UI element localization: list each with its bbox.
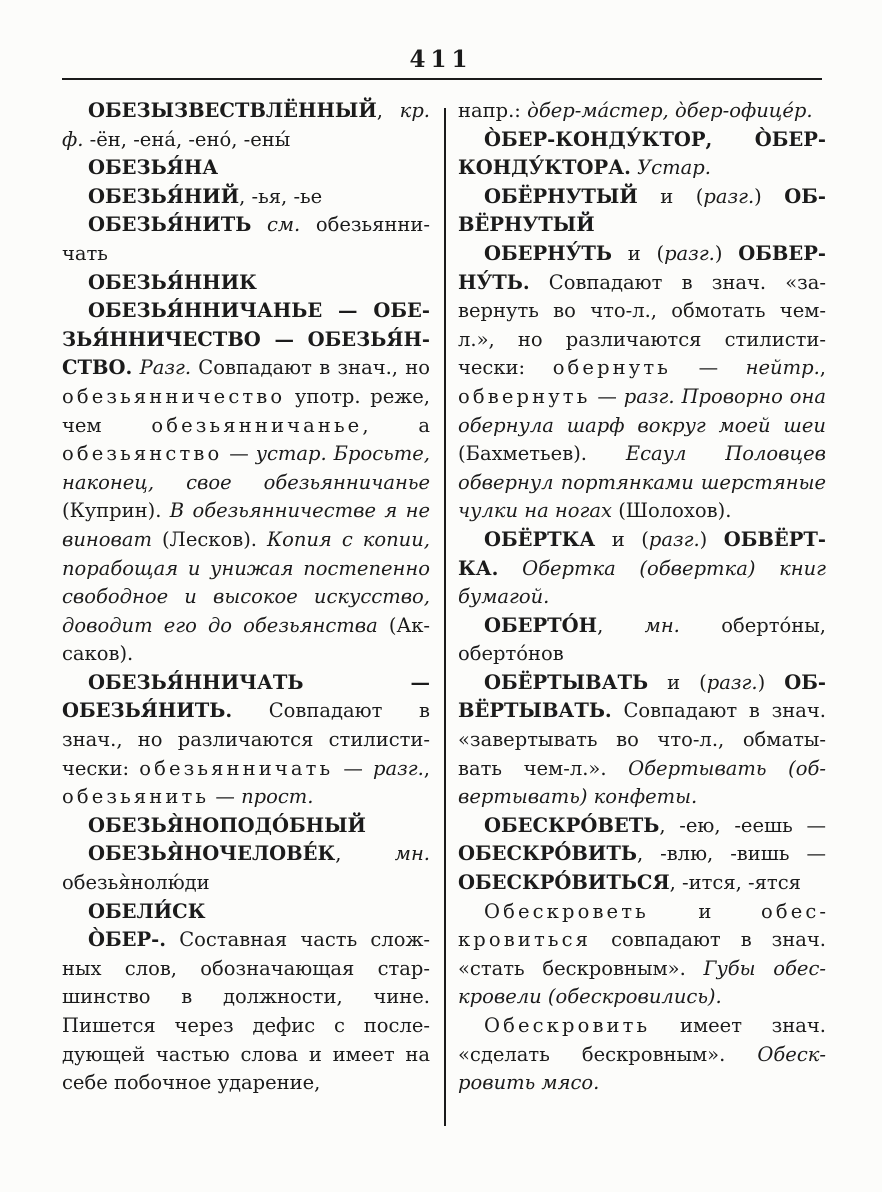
entry-obezyannichat-compare [62,669,430,812]
body-text: (Аксаков). [62,613,430,666]
body-text: ) [757,670,785,694]
headword-text: ОБЕЗЬЯ́НИТЬ [88,213,252,237]
body-text: ) [754,184,785,208]
entry-obezyanopodobnyj [62,812,430,841]
entry-ober-konduktor [458,126,826,183]
headword-text: ОБЁРТКА [484,527,596,551]
header-rule [62,78,822,80]
body-text: Совпадают в знач. «завертывать во что-л., обматывать чем-л.». [458,699,826,780]
right-column [458,97,826,1098]
body-text: Совпадают в знач., но [191,356,431,380]
headword-text: ОБЕЗЬЯ́ННИЧАНЬЕ — ОБЕЗЬЯ́ННИЧЕСТВО — ОБЕЗЬЯ́НСТВО. [62,299,430,380]
body-text: (Куприн). [62,499,170,523]
body-text: — [333,756,373,780]
headword-text: ОБВЕРНУ́ТЬ. [458,241,826,294]
body-text: и ( [612,241,665,265]
entry-obelisk [62,898,430,927]
spaced-emphasis-text: Обескровить [484,1014,651,1037]
body-text: и [648,899,761,923]
headword-text: ОБЕРТО́Н [484,613,598,637]
headword-text: ОБВЁРТЫВАТЬ. [458,670,826,723]
body-text: Совпадают в знач. «завернуть во что-л., обмотать чем-л.», но различаются стилистически: [458,270,826,380]
entry-obyortyvat-compare [458,669,826,812]
spaced-emphasis-text: обезьянничанье [151,413,363,437]
spaced-emphasis-text: обезьянить [62,785,210,809]
spaced-emphasis-text: обезьянничество [62,384,286,408]
headword-text: ОБЕЗЬЯ̀НОПОДО́БНЫЙ [88,813,366,837]
entry-oberton [458,612,826,669]
headword-text: ОБЕРНУ́ТЬ [484,241,613,265]
headword-text: ОБВЁРНУТЫЙ [458,184,826,237]
body-text: , -ья, -ье [239,184,323,208]
body-text: -ён, -ена́, -ено́, -ены́ [83,127,291,151]
body-text: ) [714,241,739,265]
headword-text: ОБЕСКРО́ВИТЬСЯ [458,871,670,895]
body-text: , [819,356,826,380]
italic-label-text: Обертка (обвертка) книг бумагой. [458,556,826,609]
body-text: Составная часть сложных слов, обозначающая старшинство в должности, чине. Пишется через дефис с последующей частью слова и имеет на себе побочное ударение, [62,928,430,1095]
headword-text: ОБЁРНУТЫЙ [484,184,638,208]
note-obeskrovet-meaning [458,898,826,1012]
body-text: , [597,613,645,637]
body-text: , [376,99,400,122]
spaced-emphasis-text: обернуть [552,356,672,380]
body-text: напр.: [458,99,528,122]
body-text [132,356,139,379]
entry-obezyannik [62,269,430,298]
entry-obezyannichane-compare [62,297,430,669]
headword-text: ОБЕЗЬЯ́ННИК [88,270,257,294]
entry-obezyanij [62,183,430,212]
body-text: и ( [595,527,649,551]
spaced-emphasis-text: Обескроветь [484,899,649,923]
spaced-emphasis-text: обвернуть [458,384,591,408]
italic-label-text: мн. [394,842,430,866]
body-text: ) [699,527,724,551]
entry-obyortka [458,526,826,612]
italic-label-text: разг. [664,241,715,265]
headword-text: ОБЕЛИ́СК [88,899,206,923]
entry-obezyana [62,154,430,183]
left-column [62,97,430,1098]
italic-label-text: Губы обескровели (обескровились). [458,956,826,1009]
page-number: 411 [409,46,473,73]
headword-text: ОБЕЗЬЯ̀НОЧЕЛОВЕ́К [88,842,336,866]
body-text: (Шолохов). [612,499,732,523]
italic-label-text: Обертывать (обвертывать) конфеты. [458,756,826,809]
entry-obezyzvestvlennyj [62,97,430,154]
body-text: , [335,842,395,866]
italic-label-text: о̀бер-ма́стер, о̀бер-офице́р. [527,99,813,122]
italic-label-text: Копия с копии, порабощая и унижая постепенно свободное и высокое искусство, доводит его до обезьянства [62,527,430,637]
headword-text: О̀БЕР-КОНДУ́КТОР, О̀БЕР-КОНДУ́КТОРА. [458,127,826,180]
body-text: , -ится, -ятся [669,871,801,895]
headword-text: ОБЕСКРО́ВЕТЬ [484,813,660,837]
italic-label-text: Разг. [139,356,192,380]
headword-text: ОБЕЗЫЗВЕСТВЛЁННЫЙ [88,99,377,122]
headword-text: ОБЕЗЬЯ́ННИЧАТЬ — ОБЕЗЬЯ́НИТЬ. [62,670,430,723]
italic-label-text: мн. [644,613,680,637]
italic-label-text: В обезьянничестве я не виноват [62,499,430,551]
entry-ober-prefix-continued [458,97,826,126]
body-text: — [590,384,624,408]
entry-obernut-compare [458,240,826,526]
entry-obyornutyj [458,183,826,240]
italic-label-text: нейтр. [745,356,820,380]
body-text: Совпадают в знач., но различаются стилистически: [62,699,430,780]
entry-obeskrovet-group [458,812,826,898]
spaced-emphasis-text: обезьянничать [139,756,334,780]
italic-label-text: разг. [372,756,424,780]
body-text: и ( [637,184,704,208]
body-text: — [222,442,256,466]
body-text: и ( [648,670,707,694]
headword-text: ОБВЁРТКА. [458,527,826,580]
body-text: имеет знач. «сделать бескровным». [458,1014,826,1066]
body-text: , а [362,413,430,437]
body-text: , -влю, -вишь — [636,842,826,866]
italic-label-text: разг. [703,184,755,208]
italic-label-text: прост. [241,785,314,809]
headword-text: ОБЁРТЫВАТЬ [484,670,649,694]
body-text: совпадают в знач. «стать бескровным». [458,928,826,980]
body-text [251,213,267,236]
italic-label-text: разг. [648,527,700,551]
italic-label-text: кр. ф. [62,99,430,151]
spaced-emphasis-text: обезьянство [62,442,223,466]
body-text: употр. реже, чем [62,384,430,437]
italic-label-text: разг. Проворно она обернула шарф вокруг моей шеи [458,384,826,437]
italic-label-text: см. [266,213,301,237]
italic-label-text: разг. [706,670,758,694]
entry-obezyanit [62,211,430,268]
spaced-emphasis-text: обескровиться [458,899,826,952]
headword-text: ОБЕЗЬЯ́НА [88,156,219,180]
body-text: — [209,785,242,809]
italic-label-text: Устар. [637,156,711,180]
entry-obezyanochelovek [62,840,430,897]
headword-text: ОБЕСКРО́ВИТЬ [458,842,637,866]
note-obeskrovit-meaning [458,1012,826,1098]
headword-text: ОБЕЗЬЯ́НИЙ [88,184,240,208]
body-text: , [423,756,430,780]
entry-ober-prefix [62,926,430,1098]
italic-label-text: Обескровить мясо. [458,1042,826,1095]
body-text: — [671,356,746,380]
body-text: (Бахметьев). [458,442,626,466]
text-columns [62,97,826,1098]
body-text: , -ею, -еешь — [659,813,826,837]
headword-text: О̀БЕР-. [88,928,167,952]
italic-label-text: Есаул Половцев обвернул портянками шерстяные чулки на ногах [458,442,826,523]
italic-label-text: устар. Бросьте, наконец, свое обезьянничанье [62,442,430,494]
body-text: обезья̀нолю́ди [62,871,210,895]
body-text: оберто́ны, оберто́нов [458,613,826,666]
body-text: обезьянничать [62,213,431,265]
body-text: (Лесков). [151,527,267,551]
body-text [498,557,522,580]
